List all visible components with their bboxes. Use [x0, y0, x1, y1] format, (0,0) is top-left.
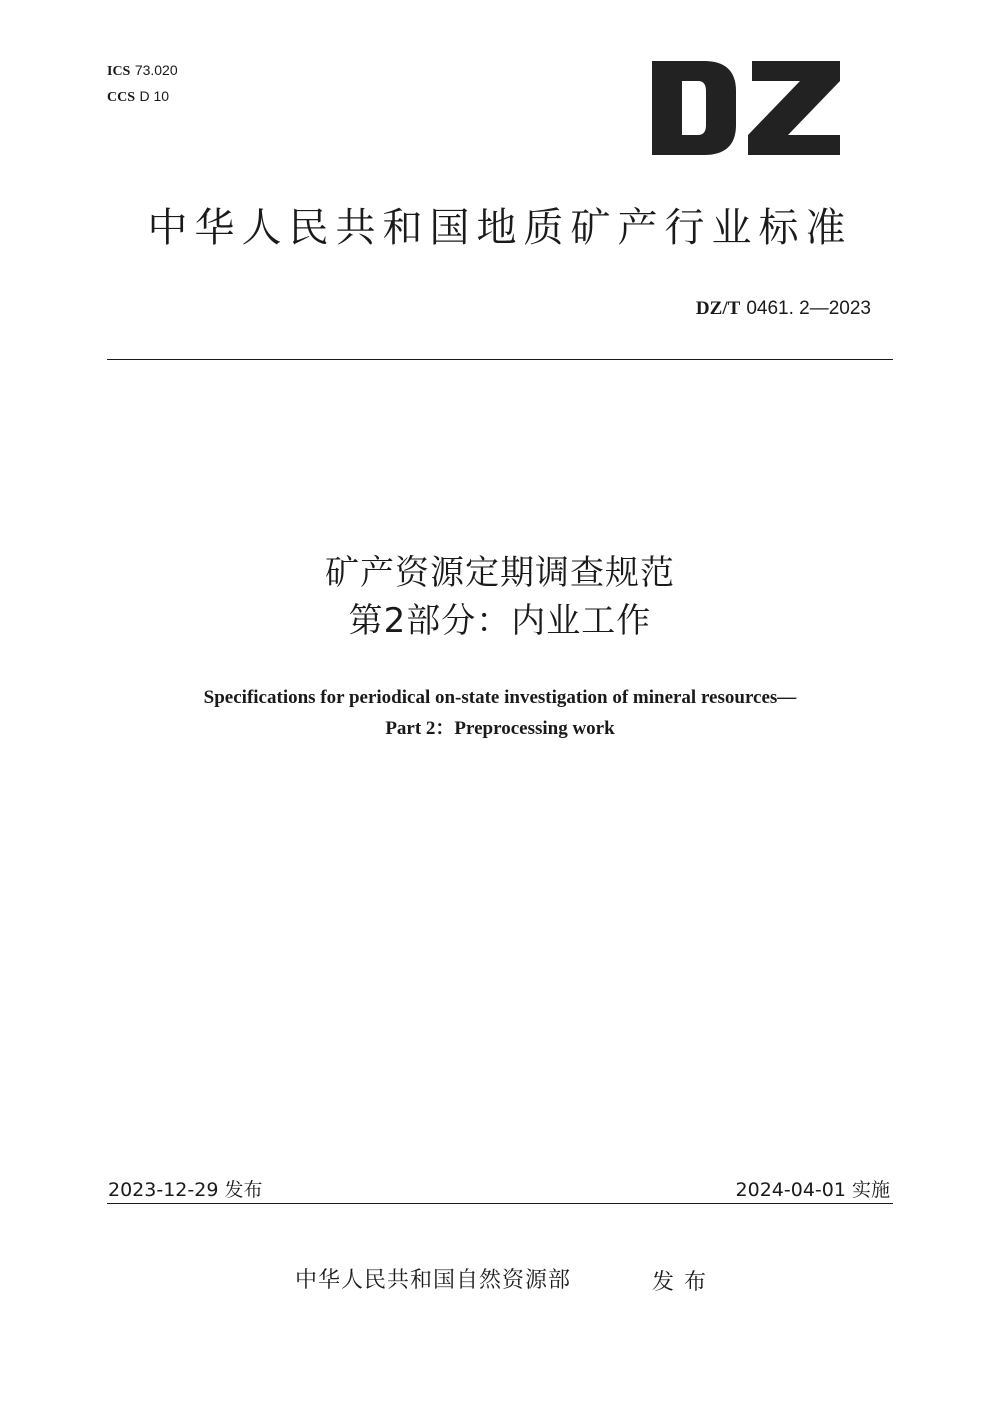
- publish-action: 发布: [652, 1270, 717, 1295]
- dz-logo: [652, 61, 840, 155]
- standard-code: DZ/T: [695, 298, 741, 319]
- implementation-date: 2024-04-01 实施: [735, 1179, 890, 1201]
- publisher-name: 中华人民共和国自然资源部: [295, 1268, 572, 1293]
- standard-title: 中华人民共和国地质矿产行业标准: [147, 205, 853, 251]
- bottom-divider: [107, 1203, 893, 1204]
- ccs-classification: [107, 87, 169, 107]
- ccs-label: CCS: [107, 90, 136, 105]
- standard-number-value: 0461. 2—2023: [746, 298, 871, 319]
- ccs-value: D 10: [139, 88, 170, 104]
- title-en-line1: Specifications for periodical on-state investigation of mineral resources—: [203, 687, 797, 708]
- standard-number: [696, 296, 871, 321]
- title-en-line2: Part 2：Preprocessing work: [385, 718, 615, 739]
- ics-value: 73.020: [134, 62, 178, 78]
- title-cn-line2: 第2部分：内业工作: [348, 601, 652, 641]
- title-cn-line1: 矿产资源定期调查规范: [325, 553, 675, 593]
- ics-label: ICS: [107, 64, 131, 79]
- issue-date: 2023-12-29 发布: [108, 1179, 263, 1201]
- top-divider: [107, 359, 893, 360]
- ics-classification: [107, 61, 178, 81]
